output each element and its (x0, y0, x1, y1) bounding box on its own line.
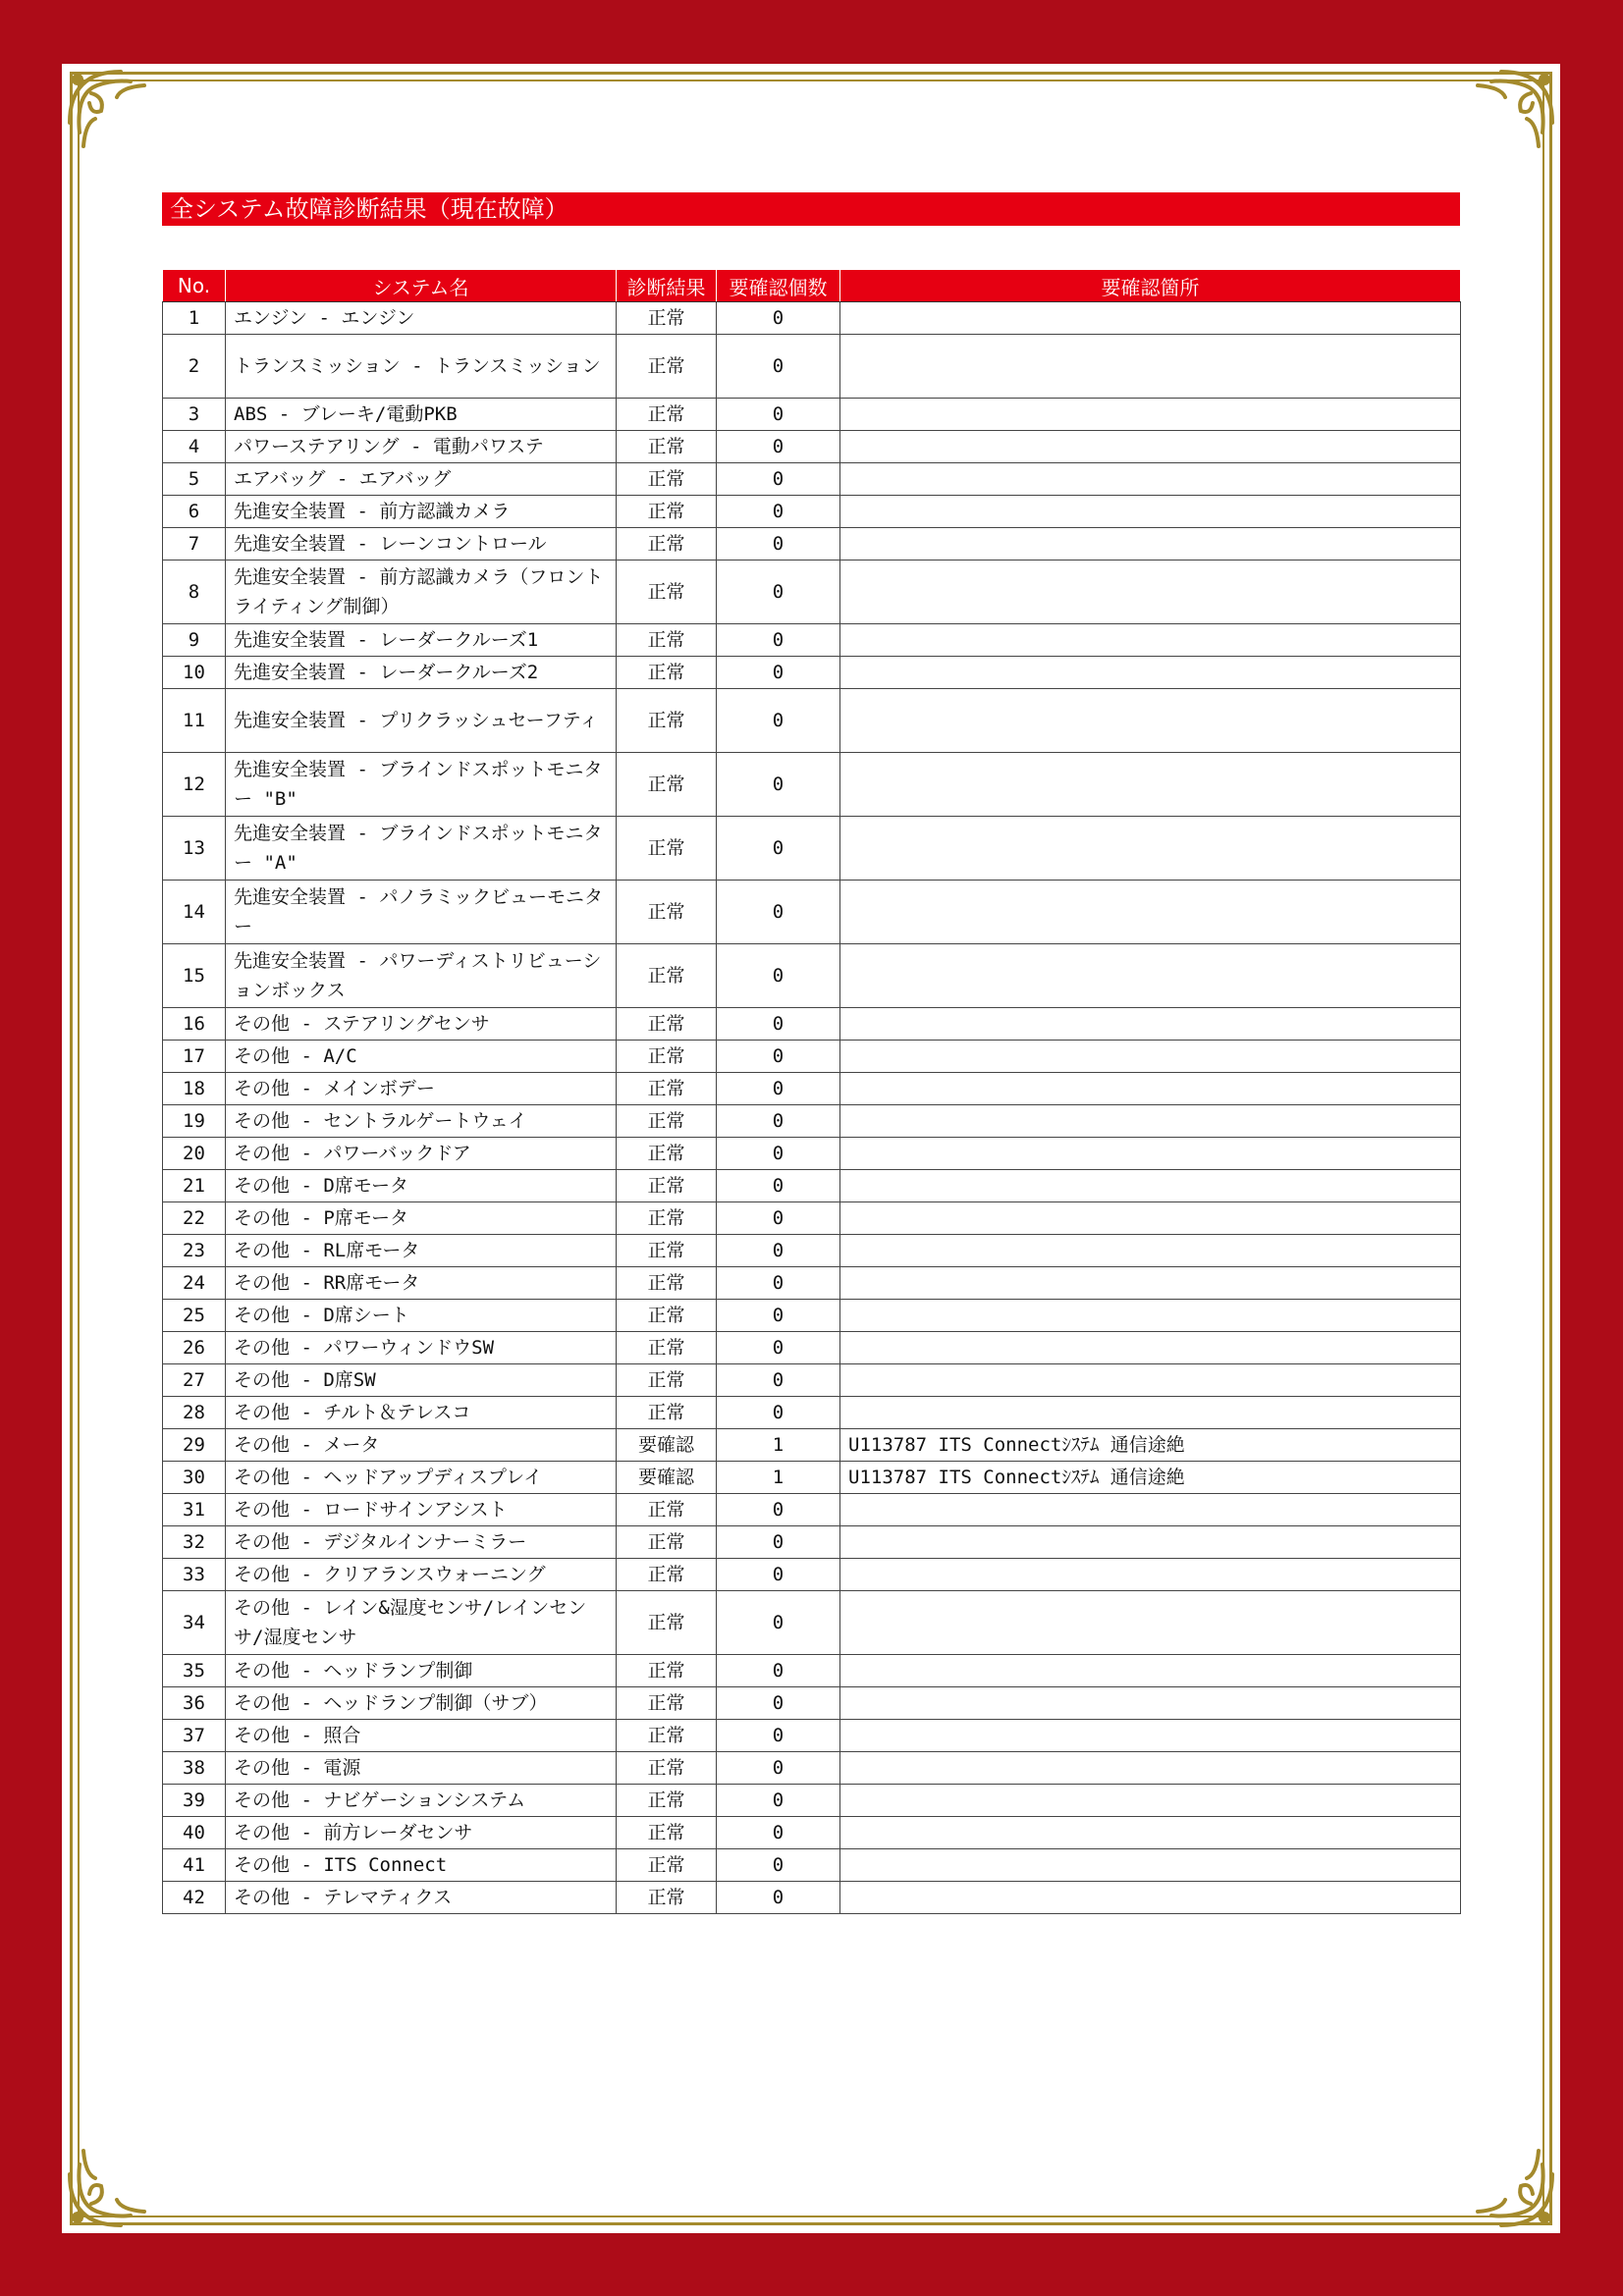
row-system-name: エンジン - エンジン (226, 302, 617, 335)
row-result: 要確認 (617, 1462, 717, 1494)
row-result: 正常 (617, 1397, 717, 1429)
row-number: 37 (163, 1720, 226, 1752)
row-count: 0 (717, 1752, 840, 1785)
row-result: 正常 (617, 1559, 717, 1591)
row-count: 0 (717, 1687, 840, 1720)
row-count: 0 (717, 1655, 840, 1687)
row-count: 0 (717, 1397, 840, 1429)
row-result: 正常 (617, 657, 717, 689)
row-location (840, 1752, 1461, 1785)
row-system-name: その他 - パワーバックドア (226, 1138, 617, 1170)
row-number: 3 (163, 399, 226, 431)
row-location (840, 1202, 1461, 1235)
header-location: 要確認箇所 (840, 270, 1461, 302)
table-row (163, 1429, 1461, 1462)
row-location: U113787 ITS Connectｼｽﾃﾑ 通信途絶 (840, 1429, 1461, 1462)
row-number: 16 (163, 1008, 226, 1041)
row-number: 35 (163, 1655, 226, 1687)
row-count: 0 (717, 1364, 840, 1397)
row-count: 0 (717, 1138, 840, 1170)
table-row (163, 1041, 1461, 1073)
row-location (840, 1720, 1461, 1752)
table-row (163, 399, 1461, 431)
header-system-name: システム名 (226, 270, 617, 302)
row-system-name: その他 - D席モータ (226, 1170, 617, 1202)
row-location (840, 689, 1461, 753)
row-number: 21 (163, 1170, 226, 1202)
row-count: 0 (717, 1073, 840, 1105)
row-count: 0 (717, 1105, 840, 1138)
row-system-name: 先進安全装置 - プリクラッシュセーフティ (226, 689, 617, 753)
diagnosis-table (162, 269, 1461, 1914)
row-system-name: その他 - テレマティクス (226, 1882, 617, 1914)
row-location (840, 1364, 1461, 1397)
row-result: 正常 (617, 431, 717, 463)
row-location (840, 1559, 1461, 1591)
row-result: 正常 (617, 463, 717, 496)
row-result: 正常 (617, 1687, 717, 1720)
row-result: 要確認 (617, 1429, 717, 1462)
table-row (163, 1752, 1461, 1785)
header-count: 要確認個数 (717, 270, 840, 302)
row-result: 正常 (617, 399, 717, 431)
row-location (840, 1235, 1461, 1267)
row-number: 41 (163, 1849, 226, 1882)
row-system-name: その他 - パワーウィンドウSW (226, 1332, 617, 1364)
row-location (840, 1073, 1461, 1105)
table-row (163, 1817, 1461, 1849)
table-row (163, 528, 1461, 561)
row-result: 正常 (617, 944, 717, 1008)
row-system-name: 先進安全装置 - 前方認識カメラ (226, 496, 617, 528)
row-count: 0 (717, 1591, 840, 1655)
row-location (840, 1041, 1461, 1073)
row-location (840, 1138, 1461, 1170)
table-row (163, 1397, 1461, 1429)
row-count: 0 (717, 1882, 840, 1914)
row-system-name: その他 - レイン&湿度センサ/レインセンサ/湿度センサ (226, 1591, 617, 1655)
row-result: 正常 (617, 528, 717, 561)
table-row (163, 1494, 1461, 1526)
row-count: 0 (717, 1720, 840, 1752)
table-row (163, 1655, 1461, 1687)
row-number: 42 (163, 1882, 226, 1914)
table-header-row (163, 270, 1461, 302)
table-row (163, 1526, 1461, 1559)
row-count: 0 (717, 1170, 840, 1202)
row-location (840, 1655, 1461, 1687)
row-system-name: その他 - 電源 (226, 1752, 617, 1785)
table-row (163, 1882, 1461, 1914)
row-count: 0 (717, 1849, 840, 1882)
row-count: 0 (717, 1267, 840, 1300)
table-row (163, 463, 1461, 496)
table-body (163, 302, 1461, 1914)
row-system-name: 先進安全装置 - 前方認識カメラ（フロントライティング制御） (226, 561, 617, 624)
row-location (840, 1267, 1461, 1300)
row-number: 19 (163, 1105, 226, 1138)
table-row (163, 1008, 1461, 1041)
row-system-name: その他 - ヘッドランプ制御（サブ） (226, 1687, 617, 1720)
row-system-name: 先進安全装置 - レーダークルーズ1 (226, 624, 617, 657)
row-number: 9 (163, 624, 226, 657)
row-number: 5 (163, 463, 226, 496)
row-result: 正常 (617, 1720, 717, 1752)
table-row (163, 1267, 1461, 1300)
row-count: 0 (717, 302, 840, 335)
row-count: 0 (717, 1526, 840, 1559)
row-result: 正常 (617, 753, 717, 817)
row-count: 0 (717, 496, 840, 528)
row-result: 正常 (617, 1526, 717, 1559)
row-location (840, 1494, 1461, 1526)
table-row (163, 302, 1461, 335)
table-row (163, 1462, 1461, 1494)
row-count: 1 (717, 1429, 840, 1462)
row-location (840, 431, 1461, 463)
row-number: 15 (163, 944, 226, 1008)
row-result: 正常 (617, 1817, 717, 1849)
row-location (840, 528, 1461, 561)
table-row (163, 817, 1461, 881)
row-number: 39 (163, 1785, 226, 1817)
row-number: 32 (163, 1526, 226, 1559)
row-location (840, 1817, 1461, 1849)
table-row (163, 1559, 1461, 1591)
ornament-corner-icon (1466, 64, 1560, 158)
header-result: 診断結果 (617, 270, 717, 302)
ornament-corner-icon (1466, 2139, 1560, 2233)
row-result: 正常 (617, 881, 717, 944)
row-result: 正常 (617, 1300, 717, 1332)
row-system-name: その他 - RL席モータ (226, 1235, 617, 1267)
row-number: 28 (163, 1397, 226, 1429)
row-system-name: その他 - P席モータ (226, 1202, 617, 1235)
row-location (840, 753, 1461, 817)
row-location (840, 1300, 1461, 1332)
row-result: 正常 (617, 1785, 717, 1817)
row-number: 34 (163, 1591, 226, 1655)
row-location (840, 399, 1461, 431)
row-result: 正常 (617, 302, 717, 335)
table-row (163, 1332, 1461, 1364)
header-no: No. (163, 270, 226, 302)
row-result: 正常 (617, 1494, 717, 1526)
row-number: 24 (163, 1267, 226, 1300)
row-system-name: その他 - A/C (226, 1041, 617, 1073)
table-row (163, 944, 1461, 1008)
row-system-name: その他 - チルト＆テレスコ (226, 1397, 617, 1429)
row-number: 23 (163, 1235, 226, 1267)
row-system-name: その他 - クリアランスウォーニング (226, 1559, 617, 1591)
row-system-name: その他 - デジタルインナーミラー (226, 1526, 617, 1559)
row-count: 0 (717, 753, 840, 817)
row-location (840, 1008, 1461, 1041)
row-system-name: エアバッグ - エアバッグ (226, 463, 617, 496)
row-number: 6 (163, 496, 226, 528)
row-number: 8 (163, 561, 226, 624)
table-row (163, 753, 1461, 817)
table-row (163, 1849, 1461, 1882)
row-number: 26 (163, 1332, 226, 1364)
row-location (840, 335, 1461, 399)
table-row (163, 1785, 1461, 1817)
ornament-corner-icon (62, 64, 156, 158)
row-system-name: 先進安全装置 - パワーディストリビューションボックス (226, 944, 617, 1008)
table-row (163, 624, 1461, 657)
row-location (840, 561, 1461, 624)
row-number: 17 (163, 1041, 226, 1073)
row-count: 0 (717, 624, 840, 657)
row-system-name: 先進安全装置 - ブラインドスポットモニター "A" (226, 817, 617, 881)
row-location (840, 1105, 1461, 1138)
table-row (163, 1138, 1461, 1170)
table-row (163, 657, 1461, 689)
row-number: 14 (163, 881, 226, 944)
row-location (840, 1170, 1461, 1202)
table-row (163, 881, 1461, 944)
row-result: 正常 (617, 1073, 717, 1105)
row-result: 正常 (617, 817, 717, 881)
row-system-name: その他 - ヘッドアップディスプレイ (226, 1462, 617, 1494)
row-number: 7 (163, 528, 226, 561)
row-result: 正常 (617, 689, 717, 753)
row-number: 36 (163, 1687, 226, 1720)
row-number: 25 (163, 1300, 226, 1332)
row-result: 正常 (617, 1752, 717, 1785)
row-result: 正常 (617, 1170, 717, 1202)
row-location (840, 1332, 1461, 1364)
row-count: 0 (717, 1332, 840, 1364)
row-location (840, 1785, 1461, 1817)
row-location (840, 1591, 1461, 1655)
row-system-name: 先進安全装置 - ブラインドスポットモニター "B" (226, 753, 617, 817)
row-number: 22 (163, 1202, 226, 1235)
row-number: 38 (163, 1752, 226, 1785)
row-number: 20 (163, 1138, 226, 1170)
row-location (840, 657, 1461, 689)
table-row (163, 431, 1461, 463)
row-number: 18 (163, 1073, 226, 1105)
row-count: 0 (717, 689, 840, 753)
row-result: 正常 (617, 1202, 717, 1235)
row-location (840, 1397, 1461, 1429)
row-count: 0 (717, 817, 840, 881)
report-sheet (62, 64, 1560, 2233)
row-number: 33 (163, 1559, 226, 1591)
table-row (163, 1105, 1461, 1138)
row-location (840, 624, 1461, 657)
row-location (840, 496, 1461, 528)
row-result: 正常 (617, 1138, 717, 1170)
row-system-name: ABS - ブレーキ/電動PKB (226, 399, 617, 431)
report-title: 全システム故障診断結果（現在故障） (162, 192, 1460, 226)
row-location (840, 944, 1461, 1008)
row-count: 0 (717, 1008, 840, 1041)
row-result: 正常 (617, 561, 717, 624)
row-count: 1 (717, 1462, 840, 1494)
row-number: 27 (163, 1364, 226, 1397)
row-number: 40 (163, 1817, 226, 1849)
row-result: 正常 (617, 1041, 717, 1073)
row-result: 正常 (617, 1008, 717, 1041)
row-result: 正常 (617, 1235, 717, 1267)
row-count: 0 (717, 944, 840, 1008)
row-system-name: その他 - ロードサインアシスト (226, 1494, 617, 1526)
row-count: 0 (717, 881, 840, 944)
row-result: 正常 (617, 624, 717, 657)
ornament-corner-icon (62, 2139, 156, 2233)
row-number: 4 (163, 431, 226, 463)
row-system-name: その他 - ヘッドランプ制御 (226, 1655, 617, 1687)
row-system-name: その他 - 前方レーダセンサ (226, 1817, 617, 1849)
row-system-name: その他 - D席シート (226, 1300, 617, 1332)
row-count: 0 (717, 561, 840, 624)
row-system-name: その他 - セントラルゲートウェイ (226, 1105, 617, 1138)
row-result: 正常 (617, 1267, 717, 1300)
row-result: 正常 (617, 1655, 717, 1687)
row-system-name: その他 - D席SW (226, 1364, 617, 1397)
row-location (840, 1849, 1461, 1882)
row-result: 正常 (617, 335, 717, 399)
row-location (840, 1526, 1461, 1559)
row-location (840, 302, 1461, 335)
row-count: 0 (717, 399, 840, 431)
row-number: 10 (163, 657, 226, 689)
row-number: 30 (163, 1462, 226, 1494)
row-system-name: その他 - RR席モータ (226, 1267, 617, 1300)
row-count: 0 (717, 1300, 840, 1332)
table-row (163, 1591, 1461, 1655)
row-count: 0 (717, 1202, 840, 1235)
row-location (840, 463, 1461, 496)
row-number: 1 (163, 302, 226, 335)
row-count: 0 (717, 528, 840, 561)
row-system-name: その他 - 照合 (226, 1720, 617, 1752)
row-result: 正常 (617, 1105, 717, 1138)
row-location (840, 1687, 1461, 1720)
table-row (163, 1687, 1461, 1720)
row-count: 0 (717, 1494, 840, 1526)
table-row (163, 689, 1461, 753)
table-row (163, 1235, 1461, 1267)
row-system-name: その他 - メインボデー (226, 1073, 617, 1105)
row-count: 0 (717, 463, 840, 496)
row-count: 0 (717, 1785, 840, 1817)
table-row (163, 1300, 1461, 1332)
row-result: 正常 (617, 496, 717, 528)
table-row (163, 561, 1461, 624)
row-result: 正常 (617, 1364, 717, 1397)
row-location (840, 1882, 1461, 1914)
table-row (163, 335, 1461, 399)
row-count: 0 (717, 1559, 840, 1591)
row-number: 12 (163, 753, 226, 817)
row-system-name: 先進安全装置 - レーンコントロール (226, 528, 617, 561)
table-row (163, 496, 1461, 528)
row-result: 正常 (617, 1591, 717, 1655)
row-system-name: パワーステアリング - 電動パワステ (226, 431, 617, 463)
table-row (163, 1364, 1461, 1397)
row-result: 正常 (617, 1882, 717, 1914)
row-number: 31 (163, 1494, 226, 1526)
table-row (163, 1202, 1461, 1235)
row-result: 正常 (617, 1849, 717, 1882)
row-system-name: その他 - ステアリングセンサ (226, 1008, 617, 1041)
row-location: U113787 ITS Connectｼｽﾃﾑ 通信途絶 (840, 1462, 1461, 1494)
row-system-name: その他 - ナビゲーションシステム (226, 1785, 617, 1817)
row-location (840, 817, 1461, 881)
row-count: 0 (717, 431, 840, 463)
row-number: 2 (163, 335, 226, 399)
row-count: 0 (717, 1041, 840, 1073)
row-number: 13 (163, 817, 226, 881)
row-location (840, 881, 1461, 944)
row-system-name: 先進安全装置 - レーダークルーズ2 (226, 657, 617, 689)
row-count: 0 (717, 657, 840, 689)
row-system-name: その他 - メータ (226, 1429, 617, 1462)
row-count: 0 (717, 335, 840, 399)
row-result: 正常 (617, 1332, 717, 1364)
row-count: 0 (717, 1235, 840, 1267)
table-row (163, 1073, 1461, 1105)
row-system-name: その他 - ITS Connect (226, 1849, 617, 1882)
table-row (163, 1170, 1461, 1202)
row-system-name: 先進安全装置 - パノラミックビューモニター (226, 881, 617, 944)
row-number: 11 (163, 689, 226, 753)
table-row (163, 1720, 1461, 1752)
row-number: 29 (163, 1429, 226, 1462)
row-count: 0 (717, 1817, 840, 1849)
row-system-name: トランスミッション - トランスミッション (226, 335, 617, 399)
